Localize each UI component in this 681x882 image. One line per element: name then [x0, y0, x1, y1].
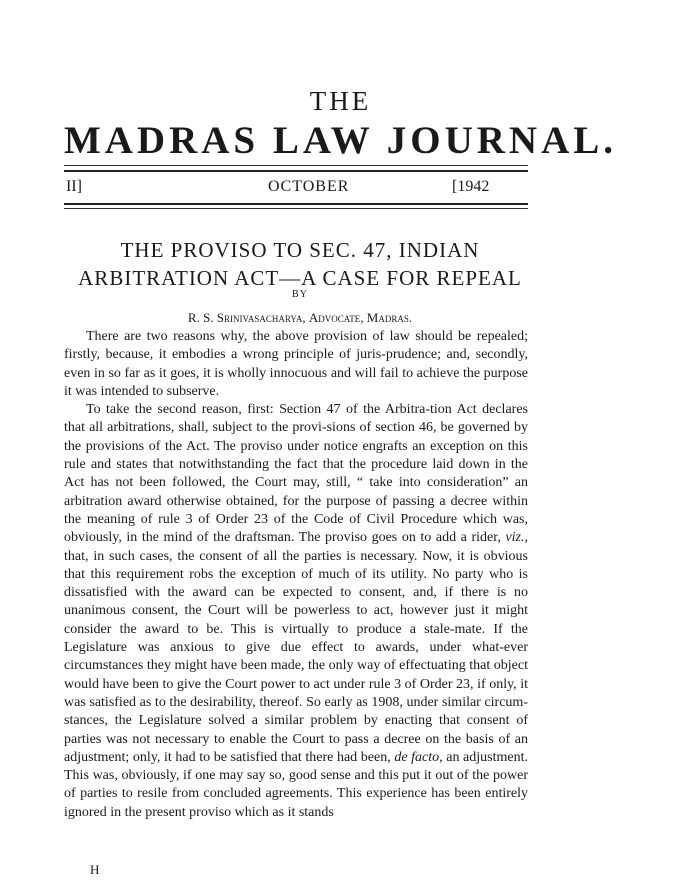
paragraph-2-text-a: To take the second reason, first: Section 47 of the Arbitra-tion Act declares that all arbitrations, shall, subject to the provi-sions of section 46, be governed by the provisions of the Act. The proviso under notice engrafts an exception on this rule and states that notwithstanding the fact that the procedure laid down in the Act has not been followed, the Court may, still, “ take into consideration” an arbitration award otherwise obtained, for the purpose of passing a decree within the meaning of rule 3 of Order 23 of the Code of Civil Procedure which was, obviously, in the mind of the draftsman. The proviso goes on to add a rider,	[64, 402, 528, 546]
byline-by: BY	[292, 289, 308, 300]
signature-mark: H	[90, 862, 100, 877]
article-title-line-2: ARBITRATION ACT—A CASE FOR REPEAL	[78, 266, 522, 290]
top-rule-thin	[64, 165, 528, 166]
author-name: R. S. Srinivasacharya	[187, 310, 303, 325]
paragraph-2-text-b: , that, in such cases, the consent of all the parties is necessary. Now, it is obvious that this requirement robs the exception of much of its utility. No party who is dissatisfied with the award can be expected to consent, and, if there is no unanimous consent, the Court will be powerless to act, however just it might consider the award to be. This is virtually to produce a stale-mate. If the Legislature was anxious to give due effect to awards, under what-ever circumstances they might have been made, the only way of effectuating that object would have been to give the Court power to act under rule 3 of Order 23, if only, it was satisfied as to the desirability, thereof. So early as 1908, under similar circum-stances, the Legislature solved a similar problem by enacting that consent of parties was not necessary to enable the Court to pass a decree on the basis of an adjustment; only, it had to be satisfied that there had been,	[64, 530, 528, 765]
masthead-title: MADRAS LAW JOURNAL.	[63, 119, 618, 162]
paragraph-2	[64, 401, 528, 822]
issue-year: [1942	[452, 178, 490, 195]
bottom-rule-thick	[64, 203, 528, 205]
article-title-line-1: THE PROVISO TO SEC. 47, INDIAN	[120, 238, 480, 262]
masthead-the: THE	[309, 86, 372, 116]
issue-month: OCTOBER	[268, 178, 350, 195]
article-body	[64, 328, 528, 822]
paragraph-1: There are two reasons why, the above provision of law should be repealed; firstly, because, it embodies a wrong principle of juris-prudence; and, secondly, even in so far as it goes, it is wholly innocuous and will fail to achieve the purpose it was intended to subserve.	[64, 329, 528, 399]
bottom-rule-thin	[64, 208, 528, 209]
article-title	[70, 236, 530, 292]
paragraph-2-text-c: , an adjustment. This was, obviously, if one may say so, good sense and this put it out of the power of parties to resile from concluded agreements. This experience has been entirely ignored in the present proviso which as it stands	[64, 749, 528, 820]
author-separator: ,	[302, 310, 309, 325]
top-rule-thick	[64, 170, 528, 172]
issue-volume: II]	[66, 178, 82, 195]
paragraph-2-viz: viz.	[505, 530, 525, 546]
author-line	[0, 310, 600, 326]
author-role: Advocate, Madras.	[308, 310, 413, 325]
paragraph-2-de-facto: de facto	[394, 749, 440, 765]
